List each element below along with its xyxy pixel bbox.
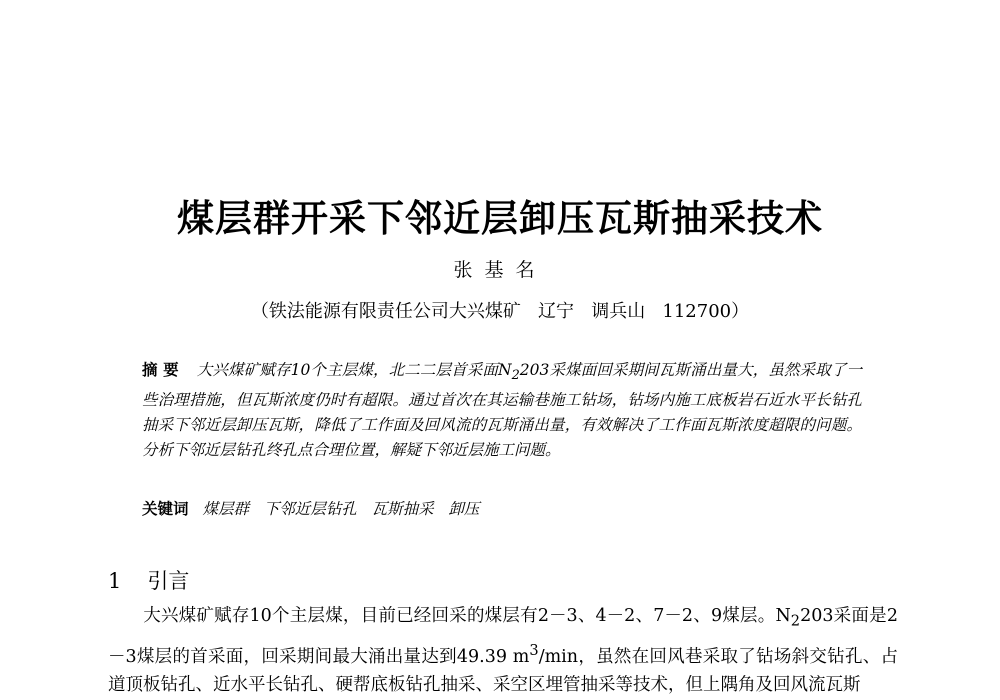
body-superscript: 3 [529, 641, 539, 659]
body-subscript: 2 [790, 612, 801, 630]
keywords-line [142, 497, 479, 519]
abstract-block [142, 357, 862, 463]
body-text-part3: /min，虽然在回风巷采取了钻场斜交钻孔、占道顶板钻孔、近水平长钻孔、硬帮底板钻孔抽采、采空区埋管抽采等技术，但上隅角及回风流瓦斯 [108, 646, 899, 696]
section-title: 引言 [147, 569, 190, 593]
paper-title: 煤层群开采下邻近层卸压瓦斯抽采技术 [177, 196, 823, 240]
section-heading [108, 565, 189, 595]
abstract-subscript: 2 [511, 368, 520, 384]
body-text-part2: 203采面是2－3煤层的首采面，回采期间最大涌出量达到49.39 m [108, 606, 898, 667]
abstract-text-part1: 大兴煤矿赋存10个主层煤，北二二层首采面N [196, 361, 512, 379]
body-text-part1: 大兴煤矿赋存10个主层煤，目前已经回采的煤层有2－3、4－2、7－2、9煤层。N [143, 606, 791, 626]
author-affiliation: （铁法能源有限责任公司大兴煤矿 辽宁 调兵山 112700） [250, 301, 750, 322]
keywords-label: 关键词 [142, 499, 189, 518]
abstract-text-part2: 203采煤面回采期间瓦斯涌出量大，虽然采取了一些治理措施，但瓦斯浓度仍时有超限。通过首次在其运输巷施工钻场，钻场内施工底板岩石近水平长钻孔抽采下邻近层卸压瓦斯，降低了工作面及回风流的瓦斯涌出量，有效解决了工作面瓦斯浓度超限的问题。分析下邻近层钻孔终孔点合理位置，解疑下邻近层施工问题。 [142, 361, 862, 460]
body-paragraph [108, 602, 898, 700]
keywords-list: 煤层群 下邻近层钻孔 瓦斯抽采 卸压 [202, 500, 480, 518]
section-number: 1 [108, 569, 122, 593]
author-name: 张基名 [453, 259, 547, 281]
abstract-label: 摘 要 [142, 360, 179, 379]
